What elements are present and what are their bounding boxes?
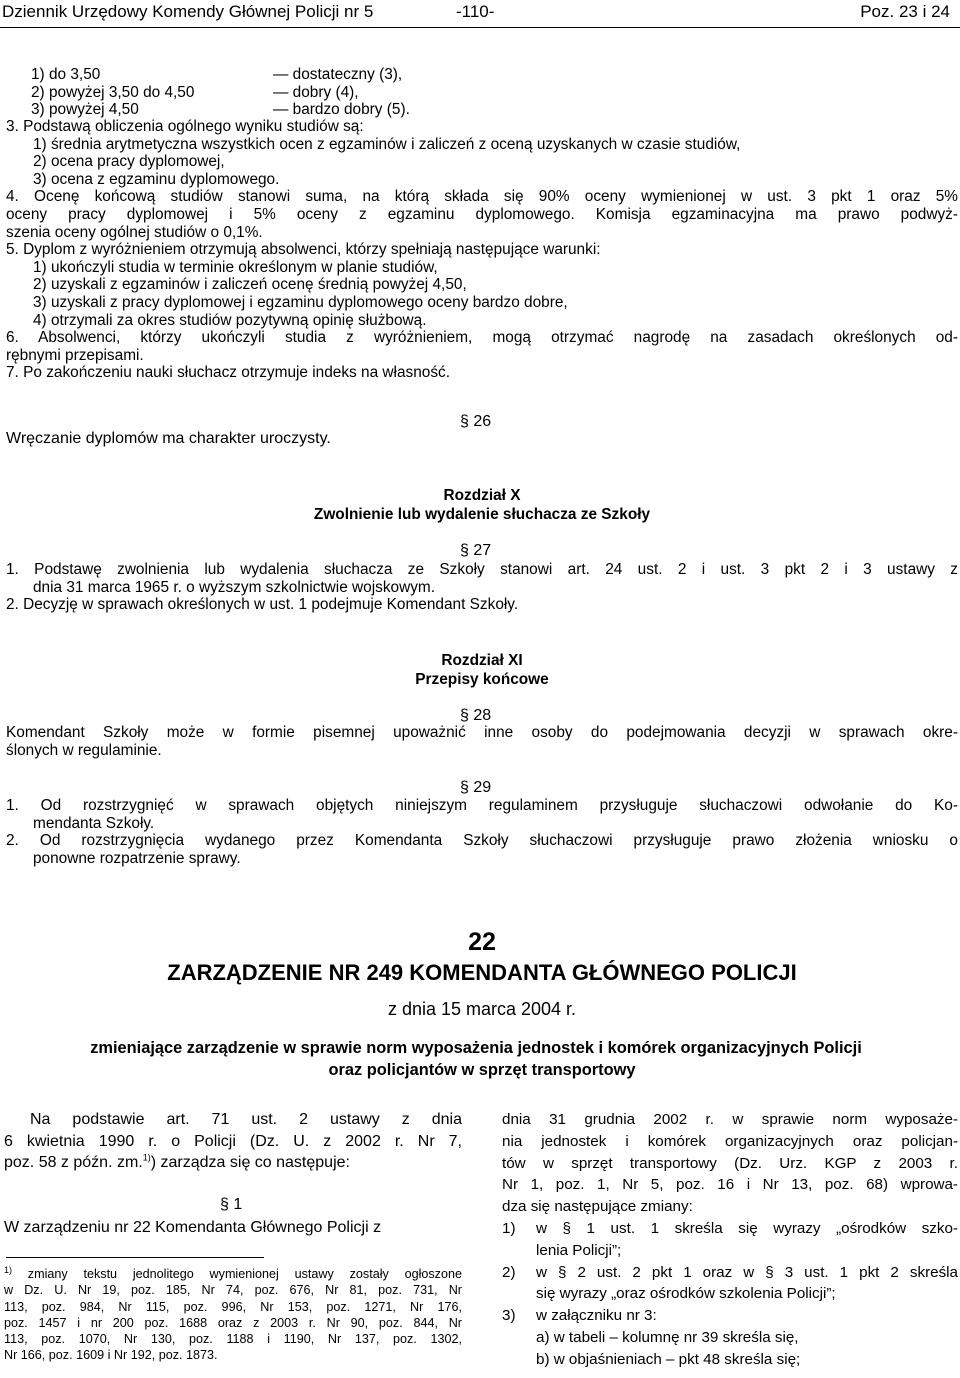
item-number: 2) (502, 1263, 516, 1281)
regulation-subject-line: zmieniające zarządzenie w sprawie norm wyposażenia jednostek i komórek organizacyjnych Policji (90, 1039, 862, 1057)
item-text: w § 2 ust. 2 pkt 1 oraz w § 3 ust. 1 pkt 2 skreśla (536, 1263, 958, 1281)
paragraph-line: dza się następujące zmiany: (502, 1198, 693, 1216)
grade-value: — dobry (4), (273, 83, 359, 101)
paragraph-line: 7. Po zakończeniu nauki słuchacz otrzymuje indeks na własność. (6, 364, 450, 382)
paragraph-line: 2. Od rozstrzygnięcia wydanego przez Komendanta Szkoły słuchaczowi przysługuje prawo złożenia wniosku o (6, 832, 958, 850)
paragraph-line: 3) ocena z egzaminu dyplomowego. (33, 170, 280, 188)
left-column (4, 1109, 462, 1174)
paragraph-line: Komendant Szkoły może w formie pisemnej upoważnić inne osoby do podejmowania decyzji w sprawach okre- (6, 724, 958, 741)
chapter-10-title: Rozdział X (443, 487, 521, 504)
grade-range: 3) powyżej 4,50 (31, 101, 139, 119)
paragraph-line: rębnymi przepisami. (6, 346, 144, 364)
journal-title: Dziennik Urzędowy Komendy Głównej Policji nr 5 (2, 2, 374, 21)
section-1-heading: § 1 (220, 1196, 243, 1213)
paragraph-line (4, 1152, 462, 1174)
paragraph-line: 1. Podstawę zwolnienia lub wydalenia słuchacza ze Szkoły stanowi art. 24 ust. 2 i ust. 3 pkt 2 i 3 ustawy z (6, 561, 958, 578)
legal-basis-text: poz. 58 z późn. zm. (4, 1154, 143, 1171)
paragraph-line: Na podstawie art. 71 ust. 2 ustawy z dnia (30, 1111, 462, 1128)
paragraph-line: ślonych w regulaminie. (6, 741, 162, 759)
footnote-line: 113, poz. 1070, Nr 130, poz. 1188 i 1190, Nr 137, poz. 1302, (4, 1332, 462, 1347)
section-29-body (6, 797, 958, 867)
footnote-marker: 1) (142, 1152, 151, 1163)
footnote-text: zmiany tekstu jednolitego wymienionej ustawy zostały ogłoszone (12, 1267, 462, 1281)
section-27-body (6, 561, 958, 614)
amendment-item (502, 1218, 958, 1240)
footnote-line: w Dz. U. Nr 19, poz. 185, Nr 74, poz. 676, Nr 81, poz. 731, Nr (4, 1283, 462, 1298)
sub-item: a) w tabeli – kolumnę nr 39 skreśla się, (536, 1328, 799, 1346)
section-28-heading: § 28 (460, 707, 492, 724)
paragraph-line: 2) uzyskali z egzaminów i zaliczeń ocenę średnią powyżej 4,50, (33, 276, 467, 294)
paragraph-line: 2. Decyzję w sprawach określonych w ust. 1 podejmuje Komendant Szkoły. (6, 596, 519, 614)
footnote-divider (6, 1257, 264, 1258)
paragraph-line: ponowne rozpatrzenie sprawy. (33, 849, 241, 867)
grade-value: — bardzo dobry (5). (273, 101, 410, 119)
paragraph-line: dnia 31 marca 1965 r. o wyższym szkolnictwie wojskowym. (33, 578, 436, 596)
paragraph-line: 3) uzyskali z pracy dyplomowej i egzaminu dyplomowego oceny bardzo dobre, (33, 293, 568, 311)
item-number: 3) (502, 1307, 516, 1325)
paragraph-line: dnia 31 grudnia 2002 r. w sprawie norm wyposaże- (502, 1111, 958, 1128)
legal-basis-text: ) zarządza się co następuje: (150, 1154, 350, 1171)
paragraph-line: 3. Podstawą obliczenia ogólnego wyniku studiów są: (6, 118, 364, 135)
page-header (0, 3, 960, 27)
header-divider (0, 27, 960, 28)
section-27-heading: § 27 (460, 542, 492, 559)
footnote-line: 113, poz. 984, Nr 115, poz. 996, Nr 153, poz. 1271, Nr 176, (4, 1299, 462, 1314)
paragraph-line: 4) otrzymali za okres studiów pozytywną opinię służbową. (33, 311, 427, 329)
footnote-line (4, 1266, 462, 1282)
paragraph-line: 5. Dyplom z wyróżnieniem otrzymują absolwenci, którzy spełniają następujące warunki: (6, 241, 601, 259)
paragraph-line: oceny pracy dyplomowej i 5% oceny z egzaminu dyplomowego. Komisja egzaminacyjna ma prawo podwyż- (6, 205, 958, 223)
page-number: -110- (456, 2, 495, 21)
paragraph-line: mendanta Szkoły. (33, 814, 155, 832)
regulation-subject-line: oraz policjantów w sprzęt transportowy (328, 1061, 636, 1079)
item-continuation: lenia Policji”; (536, 1241, 622, 1259)
paragraph-line: 1) średnia arytmetyczna wszystkich ocen z egzaminów i zaliczeń z oceną uzyskanych w czasie studiów, (33, 135, 741, 153)
position-reference: Poz. 23 i 24 (860, 2, 950, 21)
paragraph-line: tów w sprzęt transportowy (Dz. Urz. KGP z 2003 r. (502, 1154, 958, 1172)
section-28-body (6, 724, 958, 759)
footnote-line: Nr 166, poz. 1609 i Nr 192, poz. 1873. (4, 1348, 218, 1363)
paragraph-line: 1. Od rozstrzygnięć w sprawach objętych niniejszym regulaminem przysługuje słuchaczowi odwołanie do Ko- (6, 797, 958, 814)
amendment-item (502, 1262, 958, 1284)
grade-value: — dostateczny (3), (273, 66, 403, 83)
paragraph-line: nia jednostek i komórek organizacyjnych oraz policjan- (502, 1132, 958, 1150)
item-continuation: się wyrazy „oraz ośrodków szkolenia Policji”; (536, 1285, 836, 1303)
paragraph-line: 6. Absolwenci, którzy ukończyli studia z wyróżnieniem, mogą otrzymać nagrodę na zasadach określonych od- (6, 329, 958, 347)
section-1-text: W zarządzeniu nr 22 Komendanta Głównego Policji z (4, 1219, 382, 1236)
sub-item: b) w objaśnieniach – pkt 48 skreśla się; (536, 1350, 801, 1368)
regulation-date: z dnia 15 marca 2004 r. (387, 999, 577, 1019)
studies-rules-block (6, 118, 958, 382)
item-text: w § 1 ust. 1 skreśla się wyrazy „ośrodków szko- (536, 1219, 958, 1237)
section-29-heading: § 29 (460, 779, 492, 796)
right-column (502, 1109, 958, 1371)
footnote-marker: 1) (4, 1264, 13, 1275)
paragraph-line: szenia oceny ogólnej studiów o 0,1%. (6, 223, 263, 241)
paragraph-line: 6 kwietnia 1990 r. o Policji (Dz. U. z 2002 r. Nr 7, (4, 1132, 462, 1150)
chapter-11-title: Rozdział XI (441, 652, 523, 669)
section-26-text: Wręczanie dyplomów ma charakter uroczysty. (6, 430, 331, 447)
paragraph-line: 4. Ocenę końcową studiów stanowi suma, na którą składa się 90% oceny wymienionej w ust. 3 pkt 1 oraz 5% (6, 188, 958, 206)
item-number: 1) (502, 1219, 516, 1237)
footnote-line: poz. 1457 i nr 200 poz. 1688 oraz z 2003 r. Nr 90, poz. 844, Nr (4, 1315, 462, 1330)
chapter-10-subtitle: Zwolnienie lub wydalenie słuchacza ze Szkoły (313, 506, 651, 523)
item-text: w załączniku nr 3: (536, 1307, 657, 1325)
regulation-title: ZARZĄDZENIE NR 249 KOMENDANTA GŁÓWNEGO POLICJI (167, 960, 797, 985)
footnote (4, 1266, 462, 1364)
section-26-heading: § 26 (460, 413, 492, 430)
document-number: 22 (468, 928, 496, 956)
amendment-item (502, 1305, 958, 1327)
paragraph-line: 2) ocena pracy dyplomowej, (33, 153, 225, 171)
grade-range: 1) do 3,50 (31, 66, 101, 83)
paragraph-line: 1) ukończyli studia w terminie określonym w planie studiów, (33, 258, 438, 276)
grade-range: 2) powyżej 3,50 do 4,50 (31, 83, 195, 101)
chapter-11-subtitle: Przepisy końcowe (415, 671, 549, 688)
paragraph-line: Nr 1, poz. 1, Nr 5, poz. 16 i Nr 13, poz. 68) wprowa- (502, 1176, 958, 1194)
